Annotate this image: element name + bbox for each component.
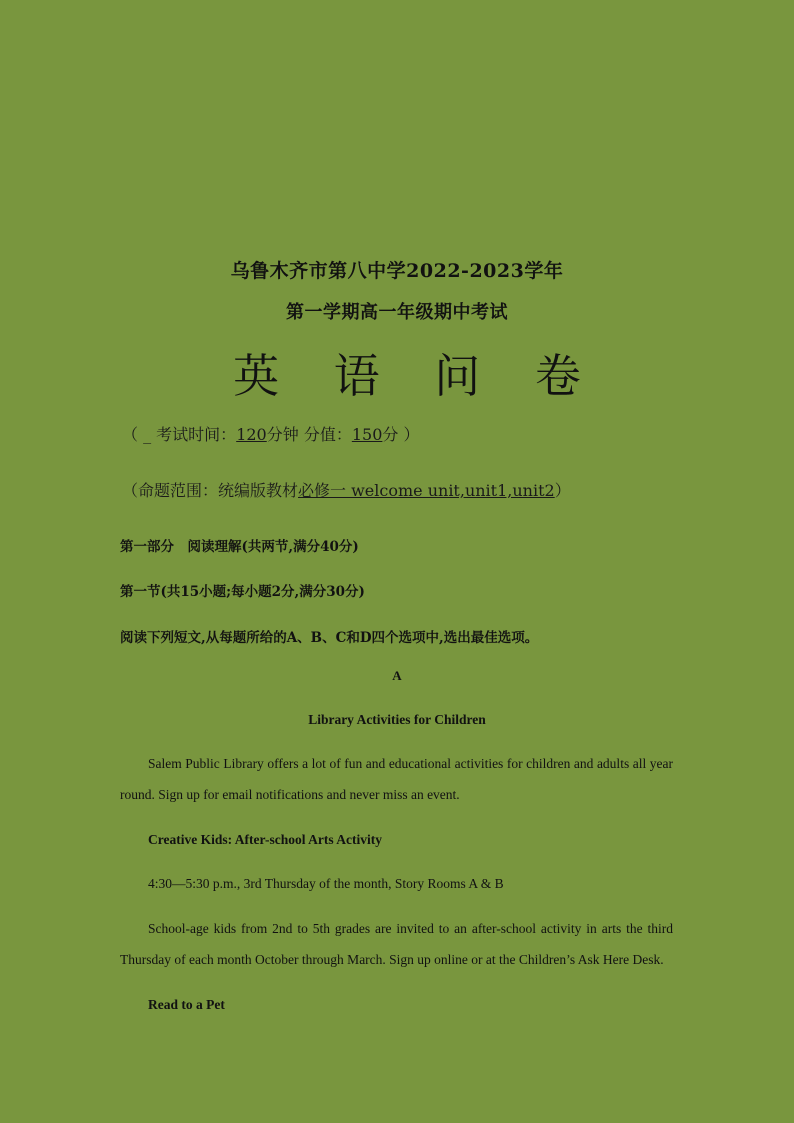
activity-title-creative-kids: Creative Kids: After-school Arts Activity xyxy=(148,832,382,847)
time-unit: 分钟 分值： xyxy=(266,425,352,444)
score-suffix: 分 ） xyxy=(382,425,420,444)
reading-instruction: 阅读下列短文,从每题所给的A、B、C和D四个选项中,选出最佳选项。 xyxy=(120,630,539,646)
part-one-heading: 第一部分 阅读理解(共两节,满分40分) xyxy=(120,539,359,555)
score-value: 150 xyxy=(351,425,383,444)
section-one-heading: 第一节(共15小题;每小题2分,满分30分) xyxy=(120,584,365,600)
exam-heading: 第一学期高一年级期中考试 xyxy=(286,302,508,323)
scope-prefix: （命题范围：统编版教材 xyxy=(122,481,299,500)
activity-description-creative-kids: School-age kids from 2nd to 5th grades are invited to an after-school activity in arts the third Thursday of each month October through March. Sign up online or at the Children’s Ask Here Desk. xyxy=(120,921,673,967)
passage-intro: Salem Public Library offers a lot of fun and educational activities for children and adults all year round. Sign up for email notifications and never miss an event. xyxy=(120,756,673,802)
school-year-heading: 乌鲁木齐市第八中学2022-2023学年 xyxy=(230,260,564,282)
activity-time-creative-kids: 4:30—5:30 p.m., 3rd Thursday of the month, Story Rooms A & B xyxy=(148,876,504,891)
activity-title-read-to-a-pet: Read to a Pet xyxy=(148,997,225,1012)
exam-time-info xyxy=(122,422,419,445)
subject-title: 英 语 问 卷 xyxy=(233,349,601,403)
passage-letter: A xyxy=(392,668,402,683)
exam-scope-info xyxy=(122,478,571,501)
time-prefix: （ _ 考试时间： xyxy=(122,425,237,444)
time-value: 120 xyxy=(236,425,267,444)
scope-value: 必修一 welcome unit,unit1,unit2 xyxy=(298,481,555,500)
passage-title: Library Activities for Children xyxy=(308,712,486,727)
scope-suffix: ） xyxy=(554,481,571,500)
